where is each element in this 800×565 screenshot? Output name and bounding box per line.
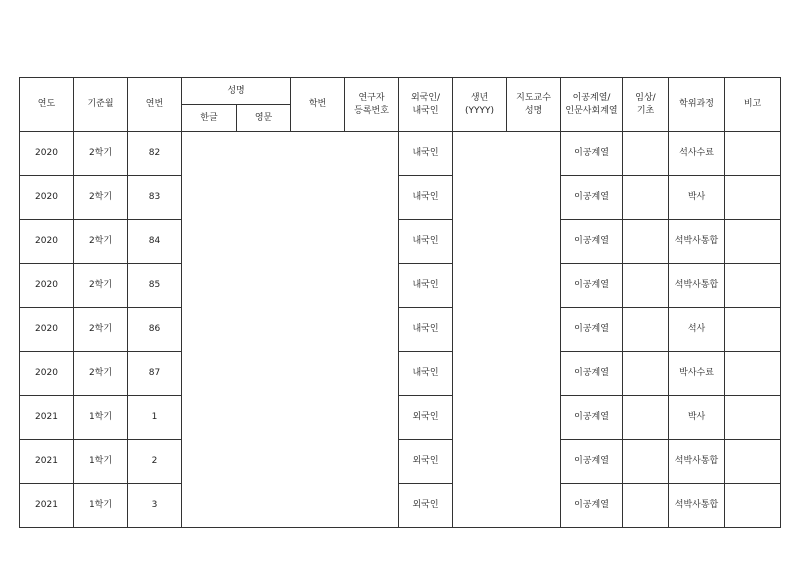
cell-advisor [507,308,561,352]
header-student-id: 학번 [291,78,345,132]
cell-remarks [725,396,781,440]
cell-advisor [507,484,561,528]
cell-serial-no: 84 [128,220,182,264]
header-clinical-line1: 임상/ [635,92,656,103]
cell-degree-program: 박사 [669,176,725,220]
table-body [20,132,781,528]
header-base-month: 기준월 [74,78,128,132]
cell-advisor [507,176,561,220]
cell-clinical [623,440,669,484]
cell-clinical [623,264,669,308]
cell-serial-no: 3 [128,484,182,528]
cell-year: 2020 [20,308,74,352]
table-row [20,220,781,264]
cell-name-english [237,308,291,352]
cell-researcher-reg [345,352,399,396]
cell-term: 1학기 [74,484,128,528]
header-birth-year-line2: (YYYY) [465,105,495,116]
cell-student-id [291,484,345,528]
cell-birth-year [453,484,507,528]
header-researcher-reg-line1: 연구자 [358,92,385,103]
header-name-korean: 한글 [182,105,237,132]
cell-nationality: 내국인 [399,264,453,308]
cell-degree-program: 석박사통합 [669,264,725,308]
header-serial-no: 연번 [128,78,182,132]
cell-student-id [291,132,345,176]
cell-researcher-reg [345,176,399,220]
table-header [20,78,781,132]
cell-term: 1학기 [74,440,128,484]
header-birth-year-line1: 생년 [470,92,489,103]
cell-field: 이공계열 [561,220,623,264]
cell-term: 2학기 [74,308,128,352]
cell-clinical [623,176,669,220]
header-nationality-line1: 외국인/ [410,92,441,103]
cell-name-english [237,484,291,528]
cell-clinical [623,308,669,352]
cell-name-korean [182,176,237,220]
cell-researcher-reg [345,132,399,176]
cell-nationality: 내국인 [399,176,453,220]
cell-nationality: 내국인 [399,220,453,264]
header-advisor [507,78,561,132]
table-row [20,352,781,396]
cell-advisor [507,396,561,440]
cell-name-korean [182,132,237,176]
cell-year: 2020 [20,220,74,264]
header-clinical-line2: 기초 [636,105,655,116]
table-row [20,132,781,176]
header-researcher-reg-line2: 등록번호 [354,105,389,116]
cell-remarks [725,132,781,176]
cell-field: 이공계열 [561,352,623,396]
cell-nationality: 외국인 [399,396,453,440]
cell-name-korean [182,352,237,396]
cell-degree-program: 석사 [669,308,725,352]
cell-student-id [291,220,345,264]
table-row [20,308,781,352]
cell-student-id [291,396,345,440]
cell-name-korean [182,220,237,264]
cell-researcher-reg [345,308,399,352]
cell-degree-program: 박사수료 [669,352,725,396]
cell-year: 2020 [20,264,74,308]
cell-advisor [507,352,561,396]
cell-researcher-reg [345,220,399,264]
cell-degree-program: 석사수료 [669,132,725,176]
cell-researcher-reg [345,440,399,484]
cell-field: 이공계열 [561,484,623,528]
cell-field: 이공계열 [561,132,623,176]
cell-field: 이공계열 [561,264,623,308]
cell-name-english [237,396,291,440]
header-birth-year [453,78,507,132]
cell-clinical [623,396,669,440]
header-researcher-reg [345,78,399,132]
cell-student-id [291,176,345,220]
cell-serial-no: 85 [128,264,182,308]
cell-remarks [725,176,781,220]
cell-name-english [237,440,291,484]
cell-remarks [725,440,781,484]
cell-remarks [725,220,781,264]
cell-clinical [623,352,669,396]
cell-birth-year [453,352,507,396]
cell-field: 이공계열 [561,396,623,440]
cell-advisor [507,264,561,308]
header-degree-program: 학위과정 [669,78,725,132]
cell-nationality: 내국인 [399,308,453,352]
cell-term: 1학기 [74,396,128,440]
cell-student-id [291,352,345,396]
cell-degree-program: 석박사통합 [669,220,725,264]
header-advisor-line2: 성명 [524,105,543,116]
cell-birth-year [453,396,507,440]
cell-advisor [507,440,561,484]
cell-nationality: 외국인 [399,440,453,484]
cell-name-english [237,352,291,396]
cell-student-id [291,264,345,308]
cell-advisor [507,132,561,176]
cell-term: 2학기 [74,132,128,176]
header-nationality-line2: 내국인 [412,105,439,116]
cell-remarks [725,484,781,528]
cell-researcher-reg [345,264,399,308]
cell-term: 2학기 [74,352,128,396]
cell-student-id [291,440,345,484]
header-clinical [623,78,669,132]
cell-remarks [725,308,781,352]
cell-nationality: 내국인 [399,132,453,176]
student-roster-table [19,77,781,528]
cell-degree-program: 박사 [669,396,725,440]
cell-name-korean [182,396,237,440]
cell-year: 2021 [20,440,74,484]
cell-nationality: 내국인 [399,352,453,396]
table-row [20,264,781,308]
header-advisor-line1: 지도교수 [516,92,551,103]
cell-name-korean [182,440,237,484]
header-name-english: 영문 [237,105,291,132]
cell-degree-program: 석박사통합 [669,440,725,484]
cell-clinical [623,484,669,528]
cell-year: 2021 [20,396,74,440]
cell-birth-year [453,308,507,352]
cell-serial-no: 83 [128,176,182,220]
cell-birth-year [453,176,507,220]
cell-name-english [237,176,291,220]
cell-degree-program: 석박사통합 [669,484,725,528]
cell-term: 2학기 [74,220,128,264]
cell-term: 2학기 [74,264,128,308]
cell-year: 2021 [20,484,74,528]
cell-year: 2020 [20,176,74,220]
cell-term: 2학기 [74,176,128,220]
cell-clinical [623,220,669,264]
table-row [20,396,781,440]
header-remarks: 비고 [725,78,781,132]
cell-name-korean [182,484,237,528]
header-field [561,78,623,132]
cell-name-english [237,264,291,308]
header-nationality [399,78,453,132]
cell-name-english [237,220,291,264]
cell-year: 2020 [20,352,74,396]
header-year: 연도 [20,78,74,132]
table-row [20,484,781,528]
cell-birth-year [453,264,507,308]
cell-name-korean [182,308,237,352]
cell-clinical [623,132,669,176]
cell-serial-no: 2 [128,440,182,484]
cell-nationality: 외국인 [399,484,453,528]
header-name: 성명 [182,78,291,105]
cell-field: 이공계열 [561,308,623,352]
cell-name-korean [182,264,237,308]
cell-advisor [507,220,561,264]
cell-year: 2020 [20,132,74,176]
cell-researcher-reg [345,484,399,528]
cell-student-id [291,308,345,352]
cell-birth-year [453,132,507,176]
header-field-line2: 인문사회계열 [565,105,618,116]
cell-field: 이공계열 [561,176,623,220]
cell-name-english [237,132,291,176]
cell-remarks [725,352,781,396]
cell-serial-no: 86 [128,308,182,352]
header-field-line1: 이공계열/ [572,92,611,103]
cell-field: 이공계열 [561,440,623,484]
cell-researcher-reg [345,396,399,440]
cell-birth-year [453,440,507,484]
cell-birth-year [453,220,507,264]
cell-serial-no: 82 [128,132,182,176]
table-row [20,176,781,220]
cell-remarks [725,264,781,308]
cell-serial-no: 1 [128,396,182,440]
table-row [20,440,781,484]
cell-serial-no: 87 [128,352,182,396]
